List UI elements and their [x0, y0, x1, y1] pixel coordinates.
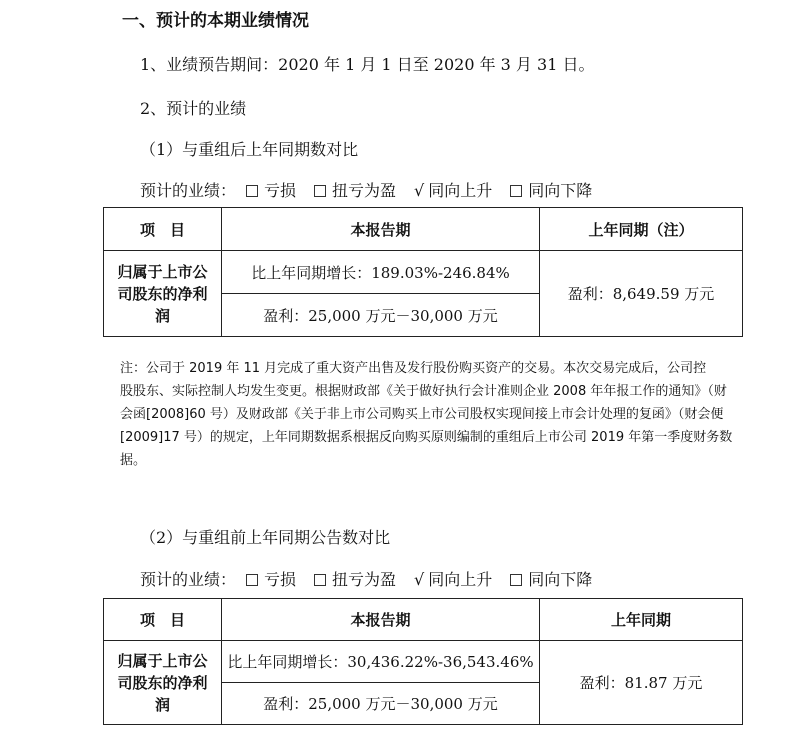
prior-cell: 盈利：8,649.59 万元	[540, 251, 743, 337]
header-prior: 上年同期	[540, 599, 743, 641]
checkbox-icon	[510, 574, 522, 586]
growth-cell: 比上年同期增长：189.03%-246.84%	[222, 251, 540, 294]
forecast-options-1	[140, 178, 610, 201]
header-current: 本报告期	[222, 208, 540, 251]
compare1-heading: （1）与重组后上年同期数对比	[140, 140, 359, 159]
table-header-row	[104, 599, 743, 641]
option-down: 同向下降	[510, 567, 592, 590]
profit-cell: 盈利：25,000 万元－30,000 万元	[222, 294, 540, 337]
table-header-row	[104, 208, 743, 251]
option-turnaround: 扭亏为盈	[314, 178, 396, 201]
header-current: 本报告期	[222, 599, 540, 641]
forecast-label: 预计的业绩：	[140, 181, 237, 200]
prior-cell: 盈利：81.87 万元	[540, 641, 743, 725]
option-turnaround: 扭亏为盈	[314, 567, 396, 590]
table-row	[104, 251, 743, 294]
results-table-2	[103, 598, 743, 725]
growth-cell: 比上年同期增长：30,436.22%-36,543.46%	[222, 641, 540, 683]
checkbox-icon	[246, 574, 258, 586]
profit-cell: 盈利：25,000 万元－30,000 万元	[222, 683, 540, 725]
checkmark-icon: √	[414, 181, 425, 200]
option-loss: 亏损	[246, 567, 296, 590]
note-paragraph: 注：公司于 2019 年 11 月完成了重大资产出售及发行股份购买资产的交易。本次交易完成后，公司控 股股东、实际控制人均发生变更。根据财政部《关于做好执行会计准则企业 2008 年年报工作的通知》（财 会函[2008]60 号）及财政部《关于非上市公司购买上市公司股权实现间接上市会计处理的复函》（财会便 [2009]17 号）的规定，上年同期数据系根据反向购买原则编制的重组后上市公司 2019 年第一季度财务数 据。	[120, 361, 733, 468]
option-down: 同向下降	[510, 178, 592, 201]
period-line: 1、业绩预告期间：2020 年 1 月 1 日至 2020 年 3 月 31 日。	[140, 55, 595, 74]
header-item: 项 目	[104, 208, 222, 251]
option-up: √ 同向上升	[414, 181, 493, 200]
section-title: 一、预计的本期业绩情况	[122, 11, 309, 31]
results-table-1	[103, 207, 743, 337]
compare2-heading: （2）与重组前上年同期公告数对比	[140, 528, 391, 547]
option-loss: 亏损	[246, 178, 296, 201]
header-item: 项 目	[104, 599, 222, 641]
row-label: 归属于上市公 司股东的净利 润	[104, 251, 222, 337]
forecast-heading: 2、预计的业绩	[140, 99, 247, 118]
checkbox-icon	[510, 185, 522, 197]
checkbox-icon	[314, 574, 326, 586]
checkmark-icon: √	[414, 570, 425, 589]
option-up: √ 同向上升	[414, 570, 493, 589]
header-prior: 上年同期（注）	[540, 208, 743, 251]
checkbox-icon	[314, 185, 326, 197]
checkbox-icon	[246, 185, 258, 197]
forecast-options-2	[140, 567, 610, 590]
table-row	[104, 641, 743, 683]
row-label: 归属于上市公 司股东的净利 润	[104, 641, 222, 725]
forecast-label: 预计的业绩：	[140, 570, 237, 589]
